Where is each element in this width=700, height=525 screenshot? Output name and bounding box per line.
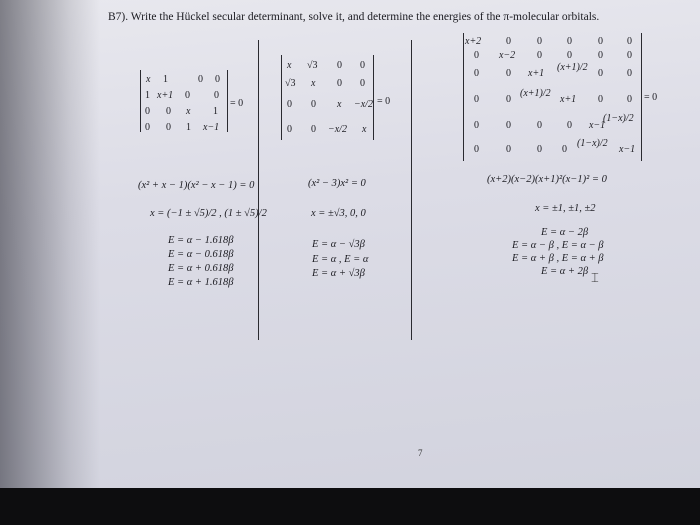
det3-cell: 0 <box>474 120 479 131</box>
det1-cell: x−1 <box>203 122 220 133</box>
det1-cell: 0 <box>145 106 150 117</box>
det1-energy: E = α − 1.618β <box>168 235 234 246</box>
det3-cell: 0 <box>537 50 542 61</box>
det3-cell: x−1 <box>619 144 636 155</box>
det3-cell: 0 <box>562 144 567 155</box>
det3-cell: (x+1)/2 <box>520 88 551 99</box>
det3-cell: 0 <box>627 94 632 105</box>
det2-characteristic: (x² − 3)x² = 0 <box>308 178 366 189</box>
det1-energy: E = α − 0.618β <box>168 249 234 260</box>
det2-cell: 0 <box>337 60 342 71</box>
det3-cell: 0 <box>627 68 632 79</box>
det3-cell: 0 <box>598 94 603 105</box>
det3-right-bar <box>641 33 642 161</box>
det3-cell: 0 <box>474 144 479 155</box>
det3-cell: 0 <box>506 36 511 47</box>
det2-cell: −x/2 <box>354 99 373 110</box>
det1-cell: x+1 <box>157 90 174 101</box>
det3-cell: x+2 <box>465 36 482 47</box>
det3-cell: 0 <box>506 120 511 131</box>
det3-cell: 0 <box>537 144 542 155</box>
det3-cell: 0 <box>474 94 479 105</box>
det3-roots: x = ±1, ±1, ±2 <box>535 203 596 214</box>
det3-cell: 0 <box>506 94 511 105</box>
det3-cell: 0 <box>627 50 632 61</box>
det3-cell: x−2 <box>499 50 516 61</box>
det2-cell: √3 <box>307 60 318 71</box>
det1-cell: 1 <box>145 90 150 101</box>
det3-cell: x−1 <box>589 120 606 131</box>
det3-cell: x+1 <box>560 94 577 105</box>
det1-cell: 0 <box>198 74 203 85</box>
det3-cell: (x+1)/2 <box>557 62 588 73</box>
det1-cell: 0 <box>145 122 150 133</box>
det3-cell: 0 <box>627 36 632 47</box>
det3-cell: 0 <box>506 68 511 79</box>
text-cursor-icon: ⌶ <box>591 270 599 285</box>
det3-cell: 0 <box>567 36 572 47</box>
det1-energy: E = α + 0.618β <box>168 263 234 274</box>
det3-cell: 0 <box>537 120 542 131</box>
det2-cell: 0 <box>360 78 365 89</box>
det3-cell: 0 <box>598 68 603 79</box>
det1-cell: 0 <box>166 122 171 133</box>
det2-cell: 0 <box>311 99 316 110</box>
det2-right-bar <box>373 55 374 140</box>
det1-cell: x <box>146 74 151 85</box>
det2-equals-zero: = 0 <box>377 96 391 107</box>
det2-cell: x <box>287 60 292 71</box>
paper-shadow <box>0 0 100 488</box>
det2-cell: 0 <box>287 99 292 110</box>
det3-energy: E = α − β , E = α − β <box>512 240 604 251</box>
det1-cell: 1 <box>186 122 191 133</box>
column-divider-1 <box>258 40 259 340</box>
det3-cell: (1−x)/2 <box>603 113 634 124</box>
det3-cell: x+1 <box>528 68 545 79</box>
det3-cell: 0 <box>506 144 511 155</box>
det3-cell: 0 <box>598 50 603 61</box>
det1-cell: 1 <box>163 74 168 85</box>
det3-cell: 0 <box>567 120 572 131</box>
det2-cell: x <box>362 124 367 135</box>
question-heading: B7). Write the Hückel secular determinant, solve it, and determine the energies of the π-molecular orbitals. <box>108 11 600 23</box>
det1-cell: 0 <box>215 74 220 85</box>
det1-right-bar <box>227 70 228 132</box>
det1-cell: 1 <box>213 106 218 117</box>
det2-cell: √3 <box>285 78 296 89</box>
det2-cell: 0 <box>337 78 342 89</box>
det2-energy: E = α + √3β <box>312 268 365 279</box>
det2-cell: 0 <box>287 124 292 135</box>
det1-energy: E = α + 1.618β <box>168 277 234 288</box>
det1-cell: 0 <box>185 90 190 101</box>
det3-cell: 0 <box>474 68 479 79</box>
det3-cell: 0 <box>474 50 479 61</box>
det3-energy: E = α + 2β <box>541 266 589 277</box>
det3-equals-zero: = 0 <box>644 92 658 103</box>
det2-cell: −x/2 <box>328 124 347 135</box>
column-divider-2 <box>411 40 412 340</box>
det2-cell: x <box>311 78 316 89</box>
det2-cell: 0 <box>360 60 365 71</box>
det1-left-bar <box>140 70 141 132</box>
det3-cell: 0 <box>567 50 572 61</box>
det1-characteristic: (x² + x − 1)(x² − x − 1) = 0 <box>138 180 255 191</box>
det1-cell: 0 <box>214 90 219 101</box>
det3-cell: 0 <box>598 36 603 47</box>
det2-cell: x <box>337 99 342 110</box>
det1-cell: x <box>186 106 191 117</box>
det3-cell: (1−x)/2 <box>577 138 608 149</box>
det2-cell: 0 <box>311 124 316 135</box>
det2-left-bar <box>281 55 282 140</box>
det1-cell: 0 <box>166 106 171 117</box>
det2-energy: E = α , E = α <box>312 254 369 265</box>
det1-roots: x = (−1 ± √5)/2 , (1 ± √5)/2 <box>150 208 267 219</box>
det3-energy: E = α − 2β <box>541 227 589 238</box>
page-number: 7 <box>418 448 423 458</box>
det3-left-bar <box>463 33 464 161</box>
det3-cell: 0 <box>537 36 542 47</box>
det2-roots: x = ±√3, 0, 0 <box>311 208 366 219</box>
det2-energy: E = α − √3β <box>312 239 365 250</box>
det1-equals-zero: = 0 <box>230 98 244 109</box>
det3-energy: E = α + β , E = α + β <box>512 253 604 264</box>
det3-characteristic: (x+2)(x−2)(x+1)²(x−1)² = 0 <box>487 174 607 185</box>
